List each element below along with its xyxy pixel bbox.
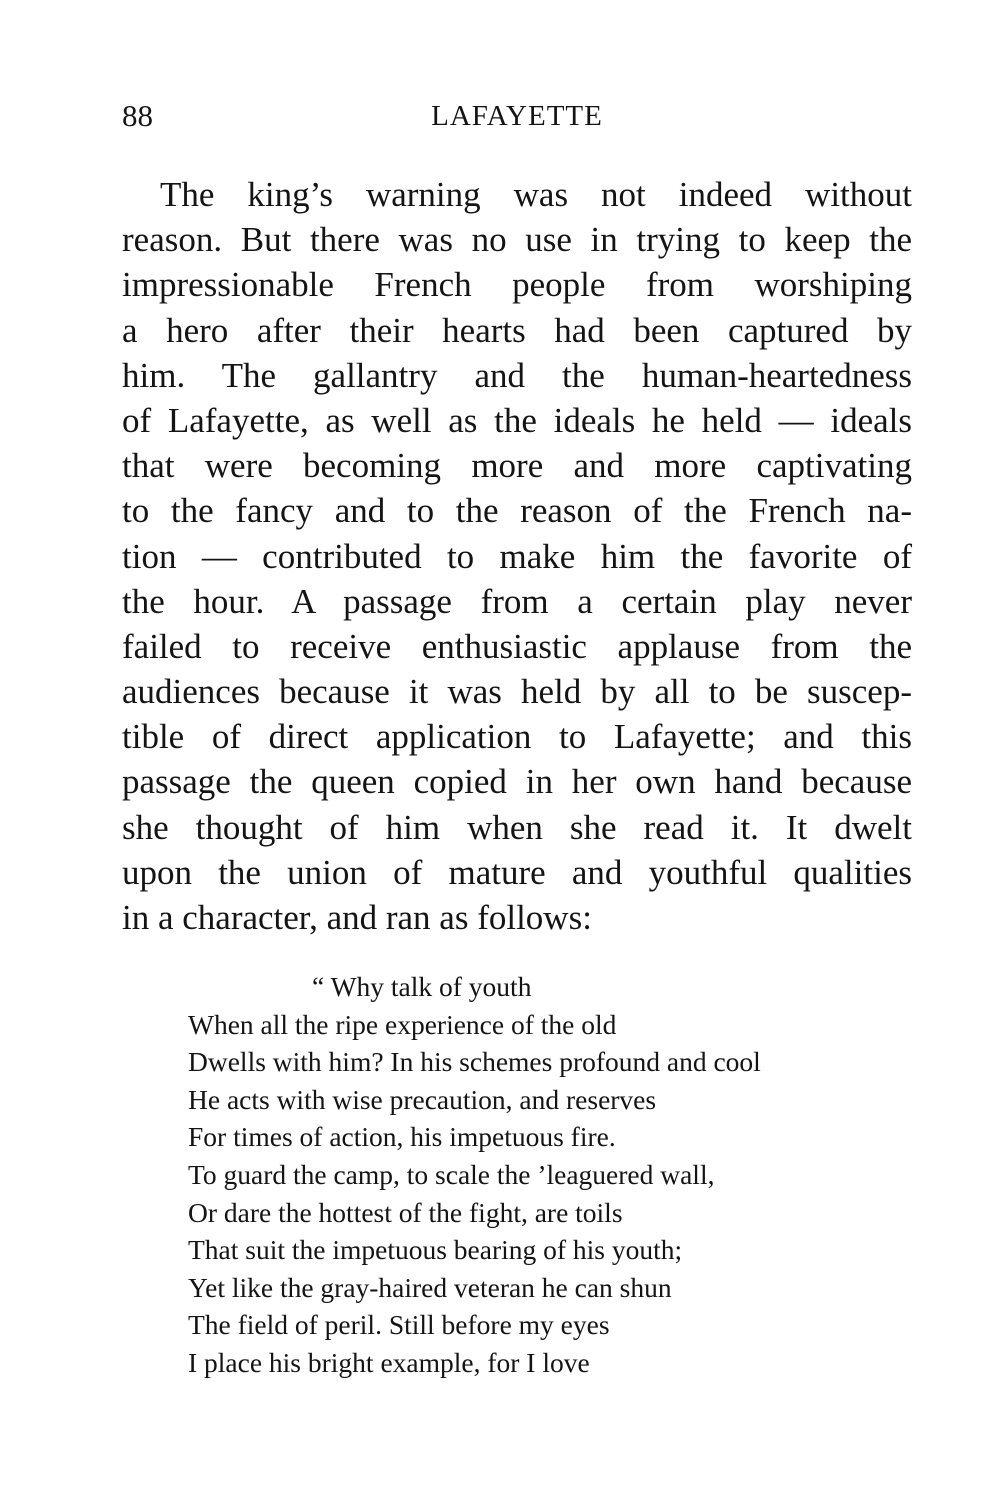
paragraph-line: audiences because it was held by all to be suscep-	[122, 672, 912, 712]
paragraph-line: impressionable French people from worshiping	[122, 265, 912, 305]
paragraph-line: reason. But there was no use in trying to keep the	[122, 220, 912, 260]
paragraph-line: a hero after their hearts had been captured by	[122, 310, 912, 350]
paragraph-line: The king’s warning was not indeed without	[160, 175, 912, 214]
paragraph-line: that were becoming more and more captivating	[122, 446, 912, 486]
page-number: 88	[122, 98, 153, 133]
paragraph-line: the hour. A passage from a certain play never	[122, 581, 912, 621]
paragraph-line: failed to receive enthusiastic applause from the	[122, 626, 912, 666]
verse-line: That suit the impetuous bearing of his youth;	[188, 1234, 683, 1266]
verse-line: Or dare the hottest of the fight, are toils	[188, 1196, 623, 1228]
paragraph-line: passage the queen copied in her own hand because	[122, 762, 912, 802]
paragraph-line: to the fancy and to the reason of the French na-	[122, 491, 912, 531]
verse-line: Yet like the gray-haired veteran he can shun	[188, 1271, 672, 1303]
paragraph-line: upon the union of mature and youthful qualities	[122, 852, 912, 892]
paragraph-line: him. The gallantry and the human-heartedness	[122, 355, 912, 395]
paragraph-line: she thought of him when she read it. It dwelt	[122, 807, 912, 847]
running-head	[122, 96, 912, 136]
paragraph-line: tion — contributed to make him the favorite of	[122, 536, 912, 576]
verse-line: “ Why talk of youth	[312, 971, 532, 1002]
body-paragraph	[122, 172, 912, 940]
verse-line: Dwells with him? In his schemes profound and cool	[188, 1046, 761, 1078]
paragraph-line: of Lafayette, as well as the ideals he held — ideals	[122, 400, 912, 440]
verse-quotation	[188, 968, 908, 1382]
verse-line: To guard the camp, to scale the ’leaguered wall,	[188, 1158, 715, 1190]
verse-line: For times of action, his impetuous fire.	[188, 1121, 616, 1153]
verse-line: The field of peril. Still before my eyes	[188, 1309, 610, 1341]
paragraph-line: tible of direct application to Lafayette; and this	[122, 717, 912, 757]
verse-line: When all the ripe experience of the old	[188, 1008, 617, 1040]
running-title: LAFAYETTE	[431, 100, 603, 132]
paragraph-line: in a character, and ran as follows:	[122, 898, 592, 937]
verse-line: I place his bright example, for I love	[188, 1346, 590, 1378]
verse-line: He acts with wise precaution, and reserves	[188, 1083, 657, 1115]
